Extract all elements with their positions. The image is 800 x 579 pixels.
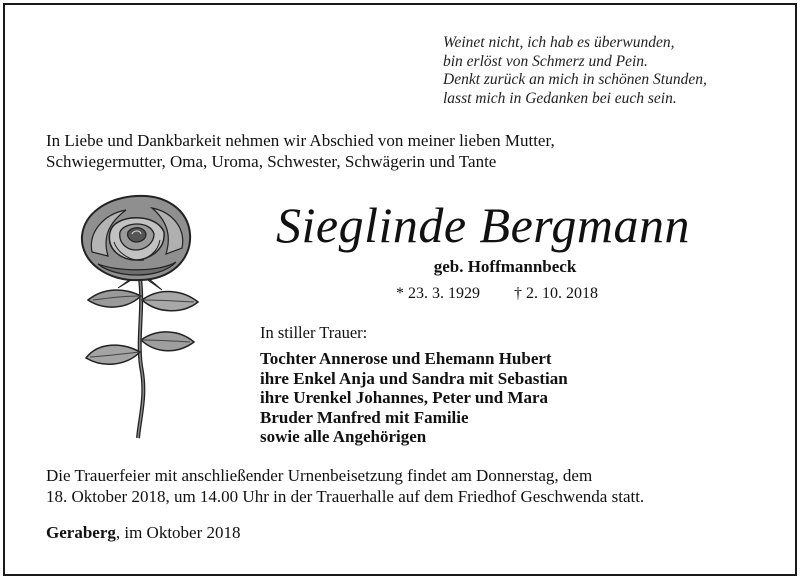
mourner-line: ihre Urenkel Johannes, Peter und Mara [260, 388, 549, 407]
deceased-name: Sieglinde Bergmann [276, 197, 691, 253]
place-date [46, 523, 241, 543]
intro-line: In Liebe und Dankbarkeit nehmen wir Abschied von meiner lieben Mutter, [46, 131, 555, 150]
service-line: 18. Oktober 2018, um 14.00 Uhr in der Trauerhalle auf dem Friedhof Geschwenda statt. [46, 487, 645, 506]
place-date-text: , im Oktober 2018 [115, 523, 241, 542]
birth-date: * 23. 3. 1929 [396, 285, 480, 302]
service-line: Die Trauerfeier mit anschließender Urnenbeisetzung findet am Donnerstag, dem [46, 466, 593, 485]
death-date: † 2. 10. 2018 [514, 285, 598, 302]
poem-line: bin erlöst von Schmerz und Pein. [443, 52, 648, 70]
mourner-line: sowie alle Angehörigen [260, 427, 427, 446]
mourning-label: In stiller Trauer: [260, 323, 368, 342]
poem-line: lasst mich in Gedanken bei euch sein. [443, 89, 677, 107]
place-town: Geraberg [46, 523, 116, 542]
intro-line: Schwiegermutter, Oma, Uroma, Schwester, Schwägerin und Tante [46, 152, 497, 171]
poem-line: Denkt zurück an mich in schönen Stunden, [443, 71, 707, 88]
poem-line: Weinet nicht, ich hab es überwunden, [443, 34, 675, 51]
service-text [46, 465, 644, 507]
mourner-line: Bruder Manfred mit Familie [260, 407, 469, 427]
mourners-list [260, 349, 568, 447]
intro-text [46, 130, 555, 172]
mourner-line: Tochter Annerose und Ehemann Hubert [260, 349, 552, 368]
life-dates [396, 285, 598, 303]
rose-icon [48, 192, 218, 440]
birth-name: geb. Hoffmannbeck [433, 257, 577, 276]
poem [443, 34, 707, 108]
mourner-line: ihre Enkel Anja und Sandra mit Sebastian [260, 368, 568, 388]
